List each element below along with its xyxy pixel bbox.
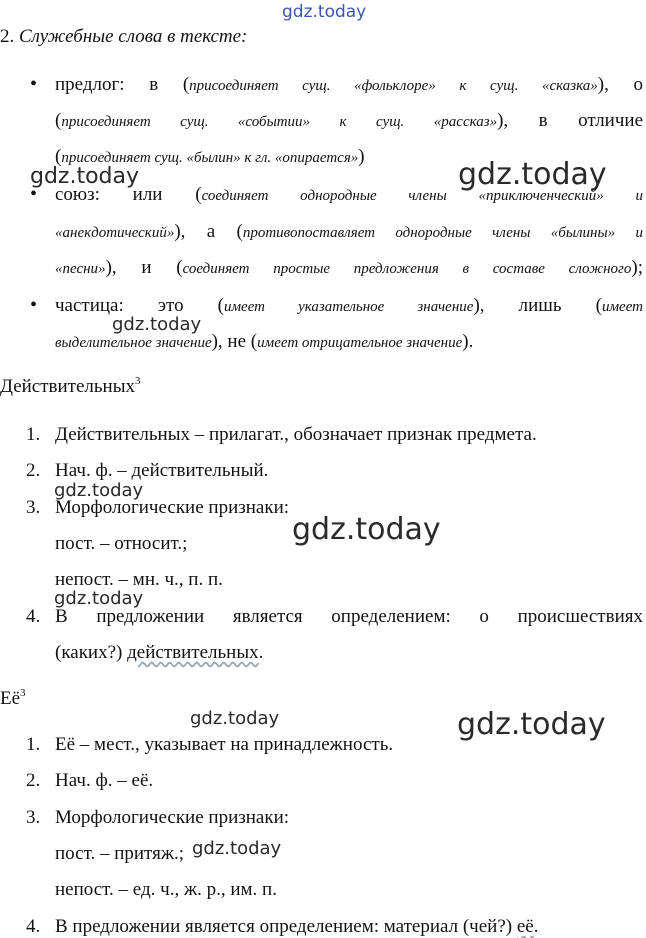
bullet-icon: •: [30, 294, 38, 316]
watermark: gdz.today: [457, 707, 606, 742]
watermark: gdz.today: [292, 512, 441, 547]
list-item: В предложении является определением: материал (чей?) её.: [55, 916, 539, 937]
list-number: 1.: [26, 734, 41, 755]
list-number: 4.: [26, 606, 41, 627]
list-number: 4.: [26, 916, 41, 937]
conjunction-line-1: союз: или (соединяет однородные члены «приключенческий» и: [55, 184, 644, 205]
watermark: gdz.today: [282, 2, 367, 22]
conjunction-line-2: «анекдотический»), а (противопоставляет однородные члены «былины» и: [55, 221, 643, 242]
watermark: gdz.today: [458, 157, 607, 192]
preposition-line-1: предлог: в (присоединяет сущ. «фольклоре» к сущ. «сказка»), о: [55, 74, 644, 95]
watermark: gdz.today: [112, 314, 202, 335]
nonconstant-features: непост. – мн. ч., п. п.: [55, 569, 223, 590]
constant-features: пост. – притяж.;: [55, 843, 184, 864]
list-number: 3.: [26, 497, 41, 518]
watermark: gdz.today: [192, 838, 282, 859]
list-number: 2.: [26, 770, 41, 791]
list-item-continuation: (каких?) действительных.: [55, 642, 264, 663]
list-item: Морфологические признаки:: [55, 807, 290, 828]
conjunction-line-3: «песни»), и (соединяет простые предложения в составе сложного);: [55, 257, 643, 278]
list-item: Действительных – прилагат., обозначает признак предмета.: [55, 424, 537, 445]
particle-line-1: частица: это (имеет указательное значение), лишь (имеет: [55, 295, 643, 316]
preposition-line-3: (присоединяет сущ. «былин» к гл. «опирается»): [55, 146, 365, 167]
word-heading: Действительных$^3$: [0, 375, 141, 397]
list-number: 3.: [26, 807, 41, 828]
list-item: Нач. ф. – её.: [55, 770, 154, 791]
list-number: 1.: [26, 424, 41, 445]
list-item: В предложении является определением: о происшествиях: [55, 606, 643, 627]
list-item: Её – мест., указывает на принадлежность.: [55, 734, 394, 755]
watermark: gdz.today: [30, 164, 140, 189]
preposition-line-2: (присоединяет сущ. «событии» к сущ. «рассказ»), в отличие: [55, 110, 643, 131]
section-title: 2. Служебные слова в тексте:: [0, 26, 248, 47]
list-item: Морфологические признаки:: [55, 497, 290, 518]
watermark: gdz.today: [190, 708, 280, 729]
list-item: Нач. ф. – действительный.: [55, 460, 269, 481]
watermark: gdz.today: [54, 588, 144, 609]
list-number: 2.: [26, 460, 41, 481]
bullet-icon: •: [30, 183, 38, 205]
constant-features: пост. – относит.;: [55, 533, 188, 554]
nonconstant-features: непост. – ед. ч., ж. р., им. п.: [55, 879, 277, 900]
watermark: gdz.today: [54, 480, 144, 501]
particle-line-2: выделительное значение), не (имеет отрицательное значение).: [55, 331, 474, 352]
word-heading: $Её^3$: [0, 687, 26, 709]
bullet-icon: •: [30, 73, 38, 95]
